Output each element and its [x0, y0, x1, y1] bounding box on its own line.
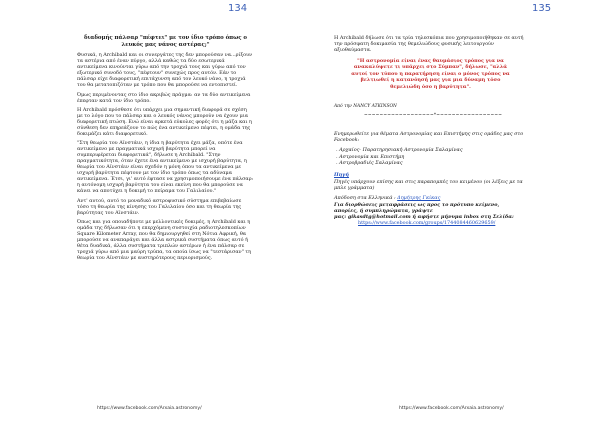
corrections-line: απορίες, ή συμπληρώματα, γράψτε [334, 208, 433, 215]
facebook-group-link[interactable]: https://www.facebook.com/groups/1744084460629659/ [358, 220, 496, 227]
paragraph: Όπως και για οποιαδήποτε με μελλοντικές δοκιμές, η Archibald και η ομάδα της δήλωσαν ότι η επερχόμενη συστοιχία ραδιοτηλεσκοπίων Square Kilometer Array, που θα δημιουργηθεί στη Νότια Αφρική, θα μπορούσε να αναπαράγει και άλλα αστρικά συστήματα όπως αυτό ή θέτα δυαδικά, άλλα συστήματα τριπλών αστέρων ή ένα πάλσαρ σε τροχιά γύρω από μια μαύρη τρύπα, τα οποία ίσως να "τεστάρισαν" τη θεωρία του Αϊνστάιν με αυστηρότερους περιορισμούς. [77, 219, 252, 262]
update-note: Ενημερωθείτε για θέματα Αστρονομίας και Επιστήμης στις ομάδες μας στο Facebook: [334, 131, 524, 144]
paragraph: "Στη θεωρία του Αϊνστάιν, η ίδια η βαρύτητα έχει μάζα, οπότε ένα αντικείμενο με πραγματικά ισχυρή βαρύτητα μπορεί να συμπεριφέρεται διαφορετικά", δήλωσε η Archibald. "Στην πραγματικότητα, όταν έχετε ένα αντικείμενο με ισχυρή βαρύτητα, η θεωρία του Αϊνστάιν είναι σχεδόν η μόνη όπου τα αντικείμενα με ισχυρή βαρύτητα πέφτουν με τον ίδιο τρόπο όπως τα αδύναμα αντικείμενα. Έτσι, γι' αυτό έφτασε να χρησιμοποιήσουμε ένα πάλσαρ: η αυτόνομη ισχυρή βαρύτητα του είναι εκείνη που θα μπορούσε να κάνει να αποτύχει η δοκιμή το πείραμα του Γαλιλαίου." [77, 140, 254, 195]
author-signature: Από την NANCY ATKINSON [334, 104, 397, 110]
group-item[interactable]: . Αστρονομία και Επιστήμη [336, 153, 405, 160]
right-column [334, 35, 527, 230]
paragraph: Αντ' αυτού, αυτό το μοναδικό αστροφυσικό σύστημα επιβεβαίωσε τόσο τη θεωρία της κίνησης του Γαλιλαίου όσο και τη θεωρία της βαρύτητας του Αϊνστάιν. [77, 197, 242, 216]
right-page [300, 0, 600, 424]
paragraph: Όμως περιμένοντας στο ίδιο ακριβώς πράγμα: αν τα δύο αντικείμενα έπεφταν κατά τον ίδιο τρόπο. [77, 91, 251, 104]
corrections-line: Για διορθώσεις μεταφράσεις ως προς το πρότυπο κείμενο, [334, 202, 500, 209]
highlight-quote: "Η αστρονομία είναι ένας θαυμάσιος τρόπος για να ανακαλύψετε τι υπάρχει στο Σύμπαν", δήλωσε, "αλλά αυτοί τον τύπου η παρατήρηση είναι ο μόνος τρόπος να βελτιωθεί η κατανόησή μας για μια δύναμη τόσο θεμελιώδη όσο η βαρύτητα". [351, 58, 510, 90]
page-number: 135 [532, 3, 552, 14]
group-list [334, 147, 527, 167]
source-link[interactable]: Πηγή [334, 172, 349, 179]
translator-link[interactable]: Δημήτρης Γκίκας [397, 195, 441, 202]
group-item[interactable]: . Αστροβραδιές Σαλαμίνας [336, 160, 403, 167]
separator: ~~~~~~~~~~~~~~~~~~*~~~~~~~~~~~~~~~~~ [364, 113, 503, 119]
page-footer-url: https://www.facebook.com/Arxaia.astronomy/ [399, 406, 504, 411]
page-footer-url: https://www.facebook.com/Arxaia.astronomy/ [97, 406, 202, 411]
contact-line: μας: gikasdtg@hotmail.com ή αφήστε μήνυμα inbox στη Σελίδα: [334, 214, 514, 221]
page-number: 134 [228, 3, 248, 14]
left-column [77, 35, 254, 265]
group-item[interactable]: . Αρχαίος- Παρατηρησιακή Αστρονομία Σαλαμίνας [336, 146, 463, 153]
paragraph: Φυσικά, η Archibald και οι συνεργάτες της δεν μπορούσαν να...ρίξουν τα αστέρια από έναν πύργο, αλλά καθώς τα δύο εσωτερικά αντικείμενα κινούνται γύρω από την τροχιά τους και γύρω από τον εξωτερικό συνοδό τους, "πέφτουν" συνεχώς προς αυτόν. Εάν το πάλσαρ είχε διαφορετική επιτάχυνση από τον λευκό νάνο, η τροχιά του θα μετατοπιζόταν με τρόπο που θα μπορούσε να εντοπιστεί. [77, 52, 253, 89]
compiled-by-label: Απόδοση στα Ελληνικά : [334, 195, 398, 202]
intro-paragraph: Η Archibald δήλωσε ότι τα τρία τηλεσκόπια που χρησιμοποιήθηκαν σε αυτή την πρόσφατη δοκιμασία της θεμελιώδους φυσικής λειτουργούν αξιοθαύμαστα. [334, 35, 524, 53]
source-note: Πηγές υπάρχουν επίσης και στις παραπομπές του κειμένου (οι λέξεις με τα μπλε γράμματα) [334, 179, 523, 192]
article-heading: διαδομής πάλσαρ "πέφτει" με τον ίδιο τρόπο όπως ο λευκός μας νάνος αστέρας;" [83, 35, 247, 48]
paragraph: Η Archibald πρόσθεσε ότι υπάρχει μια σημαντική διαφορά σε σχέση με το λόγο που το πάλσαρ και ο λευκός νάνος μπορούν να έχουν μια διαφορετική πτώση. Ενώ είναι αρκετά εύκολες φορές ότι η μάζα και η σύνθεση δεν επηρεάζουν το πώς ένα αντικείμενο πέφτει, η ομάδα της δοκιμάζει κάτι διαφορετικό. [77, 106, 252, 137]
